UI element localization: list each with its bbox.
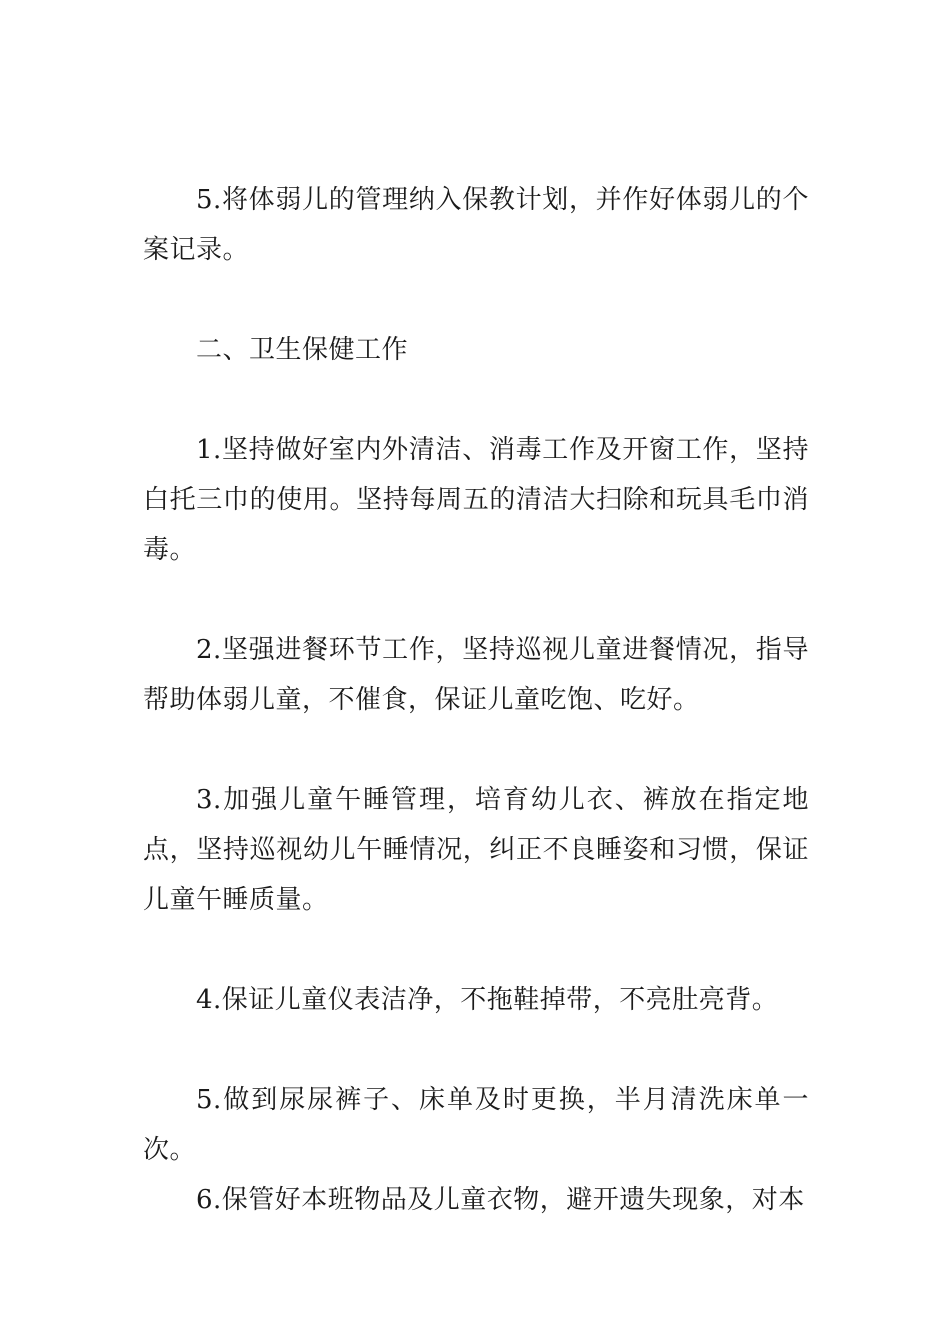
paragraph-item-4-appearance: 4.保证儿童仪表洁净，不拖鞋掉带，不亮肚亮背。 — [196, 985, 779, 1015]
paragraph-item-6-belongings: 6.保管好本班物品及儿童衣物，避开遗失现象，对本 — [196, 1185, 805, 1215]
paragraph-item-5-case-record: 5.将体弱儿的管理纳入保教计划，并作好体弱儿的个案记录。 — [143, 185, 809, 265]
section-heading-health-care: 二、卫生保健工作 — [196, 335, 409, 365]
paragraph-item-5-bedding: 5.做到尿尿裤子、床单及时更换，半月清洗床单一次。 — [143, 1085, 809, 1165]
paragraph-item-1-cleaning: 1.坚持做好室内外清洁、消毒工作及开窗工作，坚持白托三巾的使用。坚持每周五的清洁大扫除和玩具毛巾消毒。 — [143, 435, 809, 565]
paragraph-item-3-nap: 3.加强儿童午睡管理，培育幼儿衣、裤放在指定地点，坚持巡视幼儿午睡情况，纠正不良睡姿和习惯，保证儿童午睡质量。 — [143, 785, 809, 915]
paragraph-item-2-meals: 2.坚强进餐环节工作，坚持巡视儿童进餐情况，指导帮助体弱儿童，不催食，保证儿童吃饱、吃好。 — [143, 635, 809, 715]
